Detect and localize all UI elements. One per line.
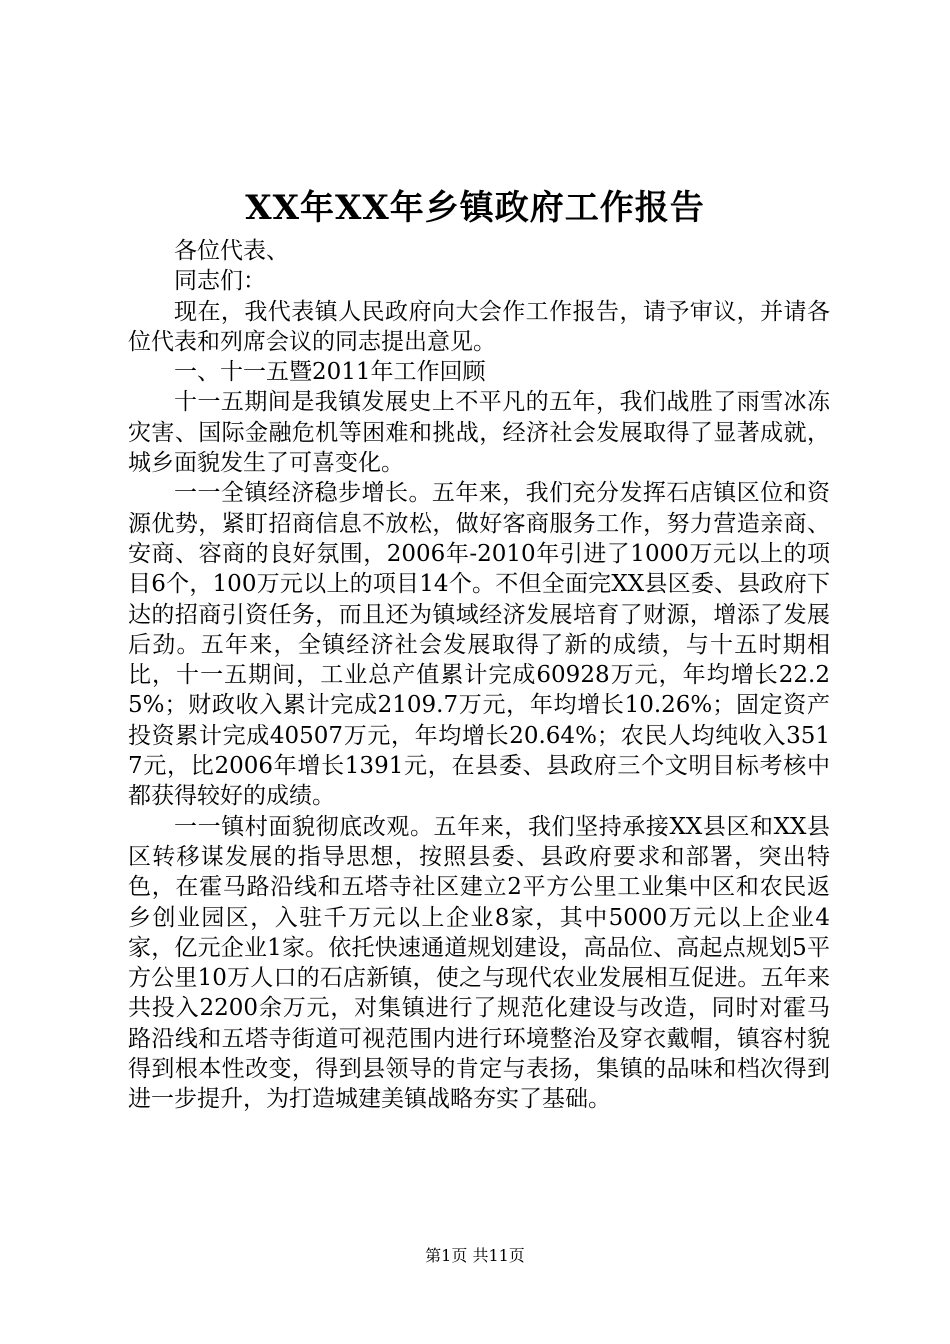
page-number-footer: 第1页 共11页 [425, 1246, 525, 1265]
town-appearance-paragraph: 一一镇村面貌彻底改观。五年来，我们坚持承接XX县区和XX县区转移谋发展的指导思想，按照县委、县政府要求和部署，突出特色，在霍马路沿线和五塔寺社区建立2平方公里工业集中区和农民返乡创业园区，入驻千万元以上企业8家，其中5000万元以上企业4家，亿元企业1家。依托快速通道规划建设，高品位、高起点规划5平方公里10万人口的石店新镇，使之与现代农业发展相互促进。五年来共投入2200余万元，对集镇进行了规范化建设与改造，同时对霍马路沿线和五塔寺街道可视范围内进行环境整治及穿衣戴帽，镇容村貌得到根本性改变，得到县领导的肯定与表扬，集镇的品味和档次得到进一步提升，为打造城建美镇战略夯实了基础。 [128, 813, 830, 1113]
document-body [128, 236, 830, 1115]
economy-paragraph: 一一全镇经济稳步增长。五年来，我们充分发挥石店镇区位和资源优势，紧盯招商信息不放松，做好客商服务工作，努力营造亲商、安商、容商的良好氛围，2006年-2010年引进了1000万元以上的项目6个，100万元以上的项目14个。不但全面完XX县区委、县政府下达的招商引资任务，而且还为镇域经济发展培育了财源，增添了发展后劲。五年来，全镇经济社会发展取得了新的成绩，与十五时期相比，十一五期间，工业总产值累计完成60928万元，年均增长22.25%；财政收入累计完成2109.7万元，年均增长10.26%；固定资产投资累计完成40507万元，年均增长20.64%；农民人均纯收入3517元，比2006年增长1391元，在县委、县政府三个文明目标考核中都获得较好的成绩。 [128, 480, 830, 810]
opening-paragraph: 现在，我代表镇人民政府向大会作工作报告，请予审议，并请各位代表和列席会议的同志提出意见。 [128, 298, 830, 355]
salutation-comrades: 同志们： [174, 268, 266, 295]
section-heading: 一、十一五暨2011年工作回顾 [174, 359, 486, 386]
document-title: XX年XX年乡镇政府工作报告 [245, 188, 705, 228]
review-paragraph: 十一五期间是我镇发展史上不平凡的五年，我们战胜了雨雪冰冻灾害、国际金融危机等困难和挑战，经济社会发展取得了显著成就，城乡面貌发生了可喜变化。 [128, 389, 830, 477]
salutation-delegates: 各位代表、 [174, 238, 289, 264]
